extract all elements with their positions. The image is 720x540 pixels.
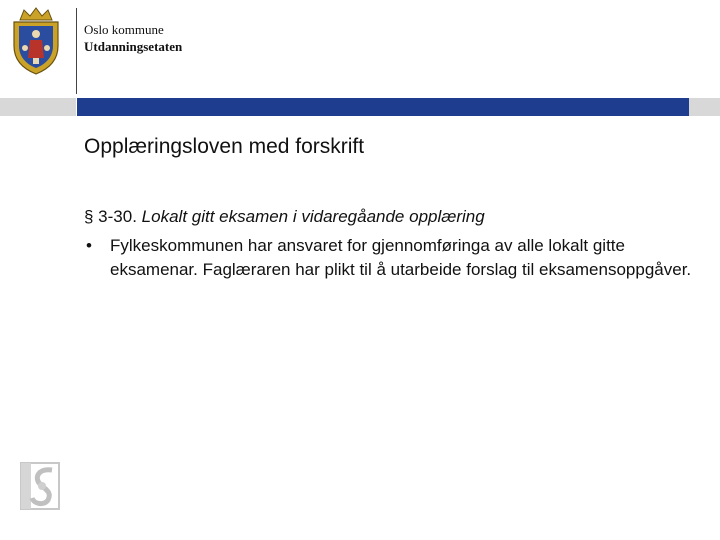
- header-divider: [76, 8, 77, 94]
- bullet-item: [84, 234, 694, 282]
- oslo-coat-of-arms-icon: [8, 6, 64, 76]
- section-heading: [84, 207, 485, 227]
- org-name-block: [84, 21, 182, 55]
- slide-title: Opplæringsloven med forskrift: [84, 135, 365, 158]
- oslo-watermark-icon: [20, 462, 60, 510]
- header-bar: [0, 98, 720, 116]
- org-unit: Utdanningsetaten: [84, 39, 183, 54]
- section-number: § 3-30.: [84, 207, 137, 226]
- header-bar-right: [689, 98, 720, 116]
- header-bar-main: [77, 98, 689, 116]
- org-name: Oslo kommune: [84, 22, 164, 37]
- bullet-icon: •: [86, 236, 92, 255]
- bullet-text: Fylkeskommunen har ansvaret for gjennomføringa av alle lokalt gitte eksamenar. Faglæraren har plikt til å utarbeide forslag til eksamensoppgåver.: [110, 236, 692, 279]
- header-bar-left: [0, 98, 76, 116]
- section-title: Lokalt gitt eksamen i vidaregåande opplæring: [141, 207, 485, 226]
- bullet-list: [84, 234, 694, 282]
